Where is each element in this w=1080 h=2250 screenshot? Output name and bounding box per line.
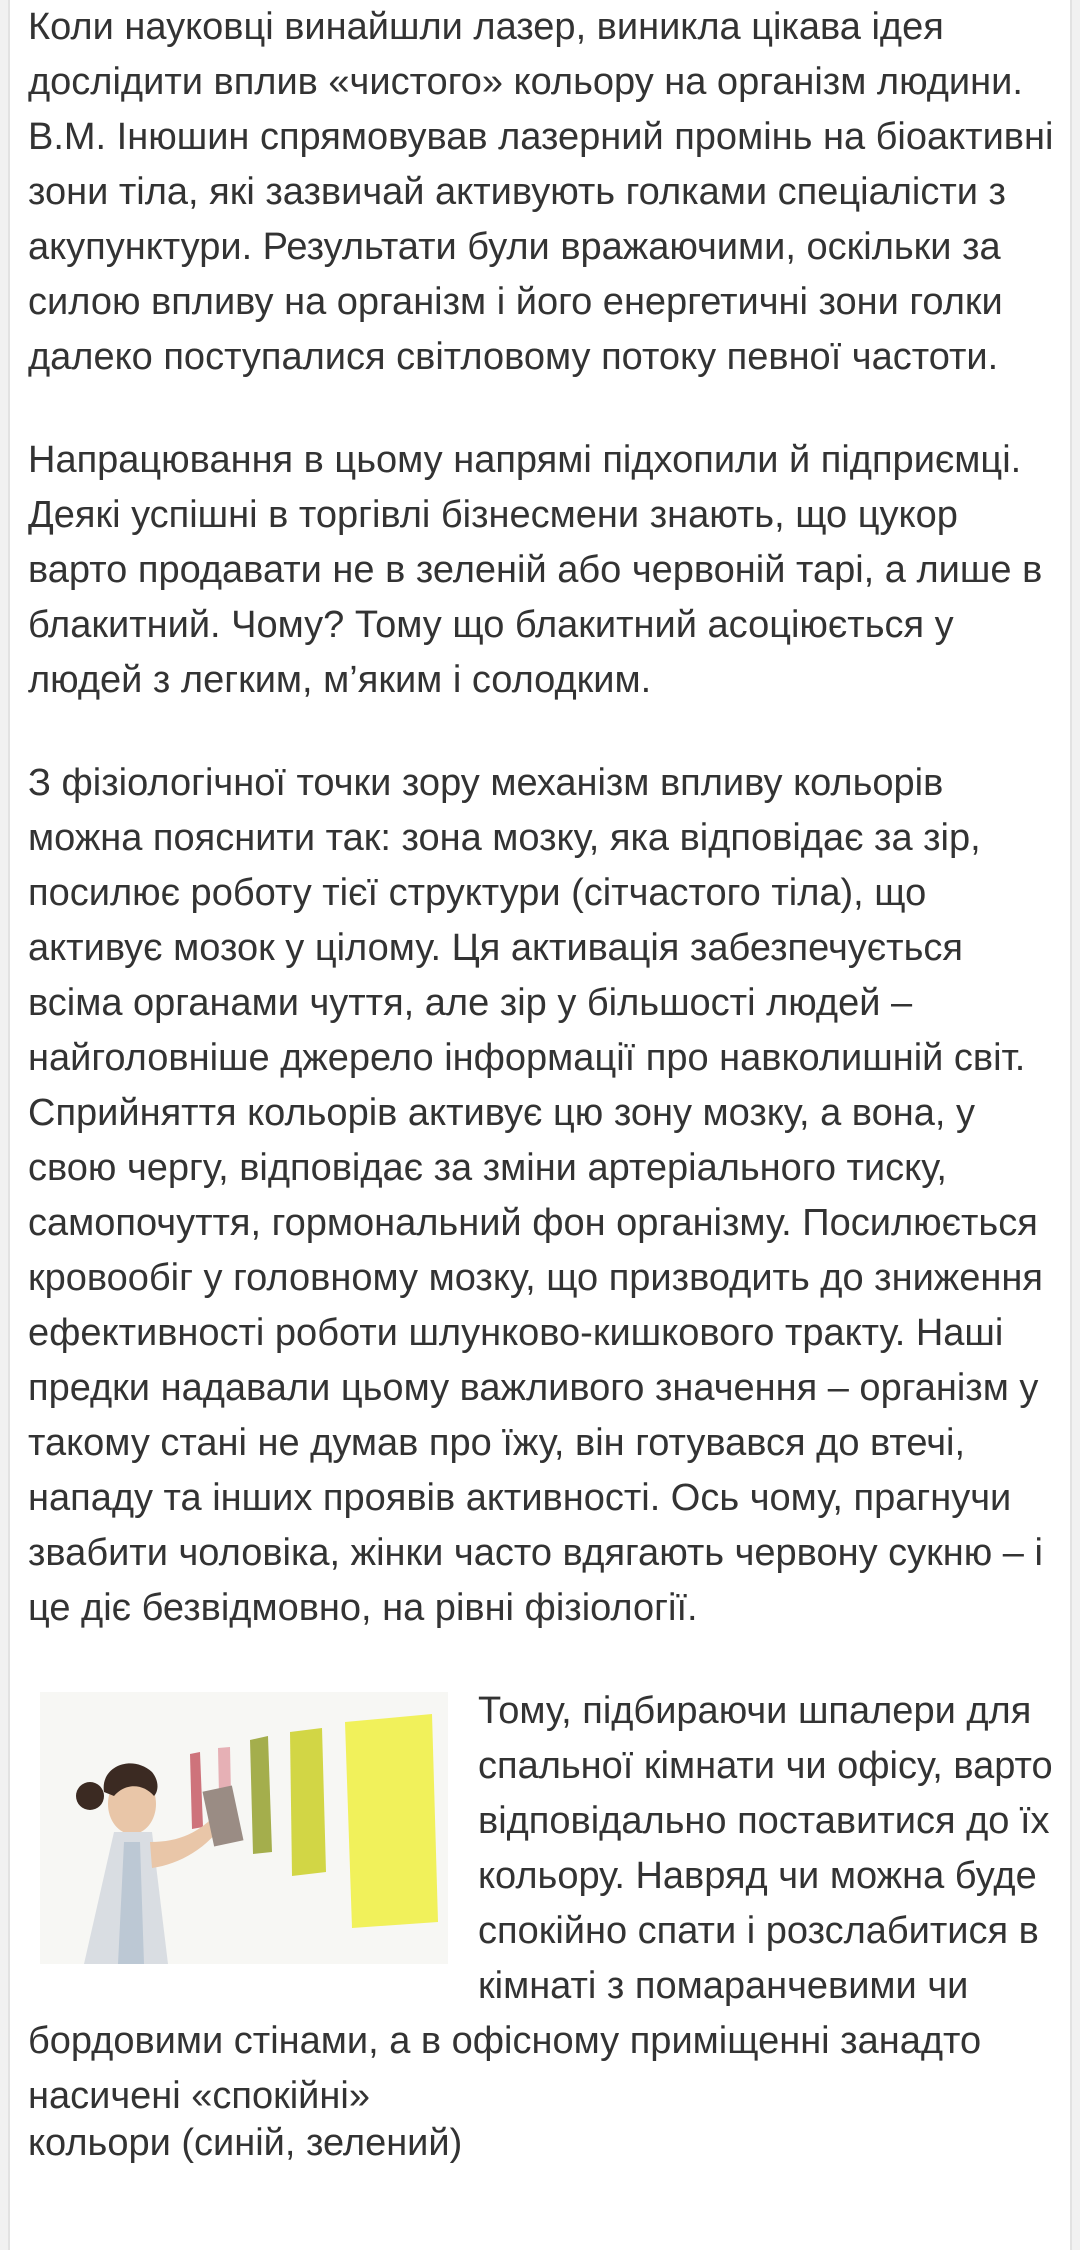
image-paragraph (28, 1684, 1064, 2124)
article-paragraph-4-continuation: кольори (синій, зелений) (28, 2122, 463, 2164)
wall-paint-illustration (40, 1692, 448, 1964)
article-paragraph-3: З фізіологічної точки зору механізм впливу кольорів можна пояснити так: зона мозку, яка відповідає за зір, посилює роботу тієї структури (сітчастого тіла), що активує мозок у цілому. Ця активація забезпечується всіма органами чуття, але зір у більшості людей – найголовніше джерело інформації про навколишній світ. Сприйняття кольорів активує цю зону мозку, а вона, у свою чергу, відповідає за зміни артеріального тиску, самопочуття, гормональний фон організму. Посилюється кровообіг у головному мозку, що призводить до зниження ефективності роботи шлунково-кишкового тракту. Наші предки надавали цьому важливого значення – організм у такому стані не думав про їжу, він готувався до втечі, нападу та інших проявів активності. Ось чому, прагнучи звабити чоловіка, жінки часто вдягають червону сукню – і це діє безвідмовно, на рівні фізіології. (28, 762, 1043, 1629)
paint-swatch-yellow-green (290, 1728, 326, 1876)
article-paragraph-1: Коли науковці винайшли лазер, виникла цікава ідея дослідити вплив «чистого» кольору на організм людини. В.М. Інюшин спрямовував лазерний промінь на біоактивні зони тіла, які зазвичай активують голками спеціалісти з акупунктури. Результати були вражаючими, оскільки за силою впливу на організм і його енергетичні зони голки далеко поступалися світловому потоку певної частоти. (28, 6, 1054, 378)
article-page (8, 0, 1072, 2250)
article-paragraph-4: Тому, підбираючи шпалери для спальної кімнати чи офісу, варто відповідально поставитися до їх кольору. Навряд чи можна буде спокійно спати і розслабитися в кімнаті з помаранчевими чи бордовими стінами, а в офісному приміщенні занадто насичені «спокійні» (28, 1690, 1053, 2117)
article-paragraph-2: Напрацювання в цьому напрямі підхопили й підприємці. Деякі успішні в торгівлі бізнесмени знають, що цукор варто продавати не в зеленій або червоній тарі, а лише в блакитний. Чому? Тому що блакитний асоціюється у людей з легким, м’яким і солодким. (28, 439, 1043, 701)
woman-choosing-wall-color-image (40, 1692, 448, 1964)
article-content (28, 0, 1064, 2179)
paint-swatch-yellow (345, 1714, 438, 1928)
